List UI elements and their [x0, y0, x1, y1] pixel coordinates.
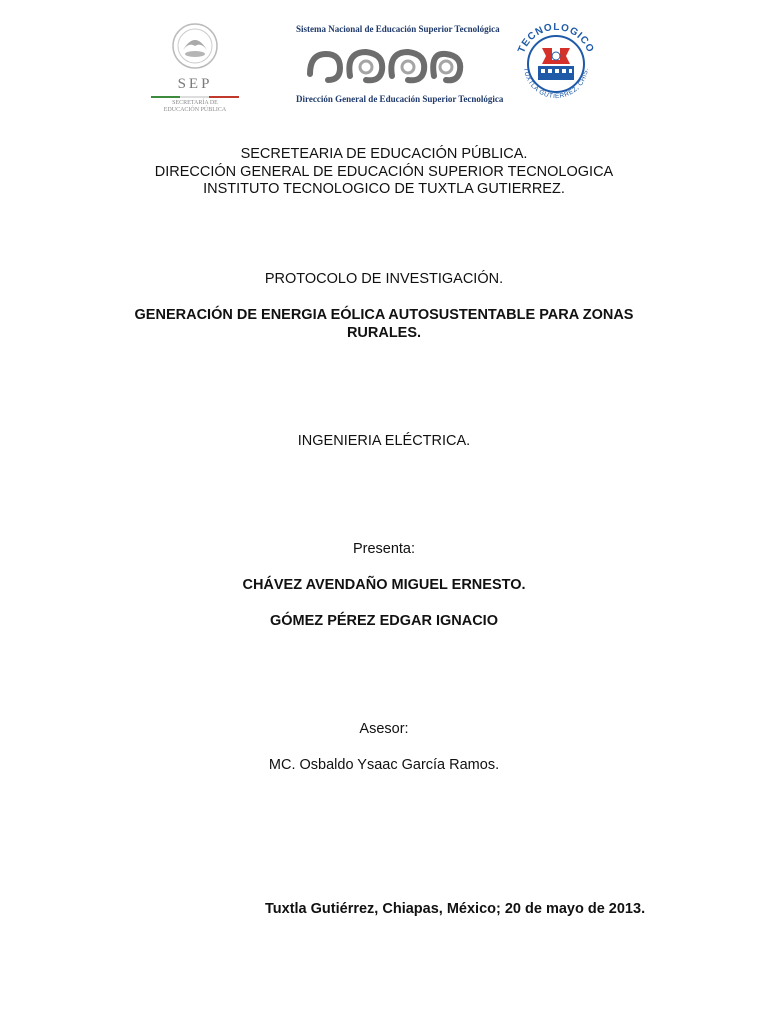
header-line-3: INSTITUTO TECNOLOGICO DE TUXTLA GUTIERREZ. [203, 181, 565, 197]
svg-text:TUXTLA GUTIERREZ, CHIS.: TUXTLA GUTIERREZ, CHIS. [521, 67, 590, 101]
snest-logo [296, 24, 504, 108]
advisor-name: MC. Osbaldo Ysaac García Ramos. [268, 757, 500, 773]
mexican-eagle-emblem-icon [145, 22, 245, 78]
presenta-label: Presenta: [352, 541, 416, 557]
place-and-date: Tuxtla Gutiérrez, Chiapas, México; 20 de mayo de 2013. [265, 901, 646, 917]
logo-bar [0, 14, 768, 114]
institution-header [0, 146, 768, 199]
svg-text:TECNOLOGICO: TECNOLOGICO [516, 21, 596, 55]
sep-tricolor-line [151, 96, 239, 98]
sep-logo [145, 22, 249, 114]
document-title: GENERACIÓN DE ENERGIA EÓLICA AUTOSUSTENTABLE PARA ZONAS RURALES. [134, 307, 634, 341]
protocol-label: PROTOCOLO DE INVESTIGACIÓN. [264, 271, 504, 287]
tecnologico-seal-icon [512, 20, 600, 108]
student-name-1: CHÁVEZ AVENDAÑO MIGUEL ERNESTO. [242, 577, 526, 593]
snest-top-text: Sistema Nacional de Educación Superior Tecnológica [296, 24, 500, 34]
header-line-1: SECRETEARIA DE EDUCACIÓN PÚBLICA. [240, 146, 528, 162]
career-name: INGENIERIA ELÉCTRICA. [297, 433, 471, 449]
student-name-2: GÓMEZ PÉREZ EDGAR IGNACIO [270, 613, 498, 629]
sep-subtitle: SECRETARÍA DE EDUCACIÓN PÚBLICA [163, 100, 227, 113]
tecnologico-logo [512, 20, 600, 108]
snest-swirl-icon [296, 36, 468, 96]
sep-wordmark: SEP [177, 76, 213, 92]
header-line-2: DIRECCIÓN GENERAL DE EDUCACIÓN SUPERIOR TECNOLOGICA [154, 163, 614, 180]
asesor-label: Asesor: [359, 721, 409, 737]
snest-bottom-text: Dirección General de Educación Superior Tecnológica [296, 94, 504, 104]
